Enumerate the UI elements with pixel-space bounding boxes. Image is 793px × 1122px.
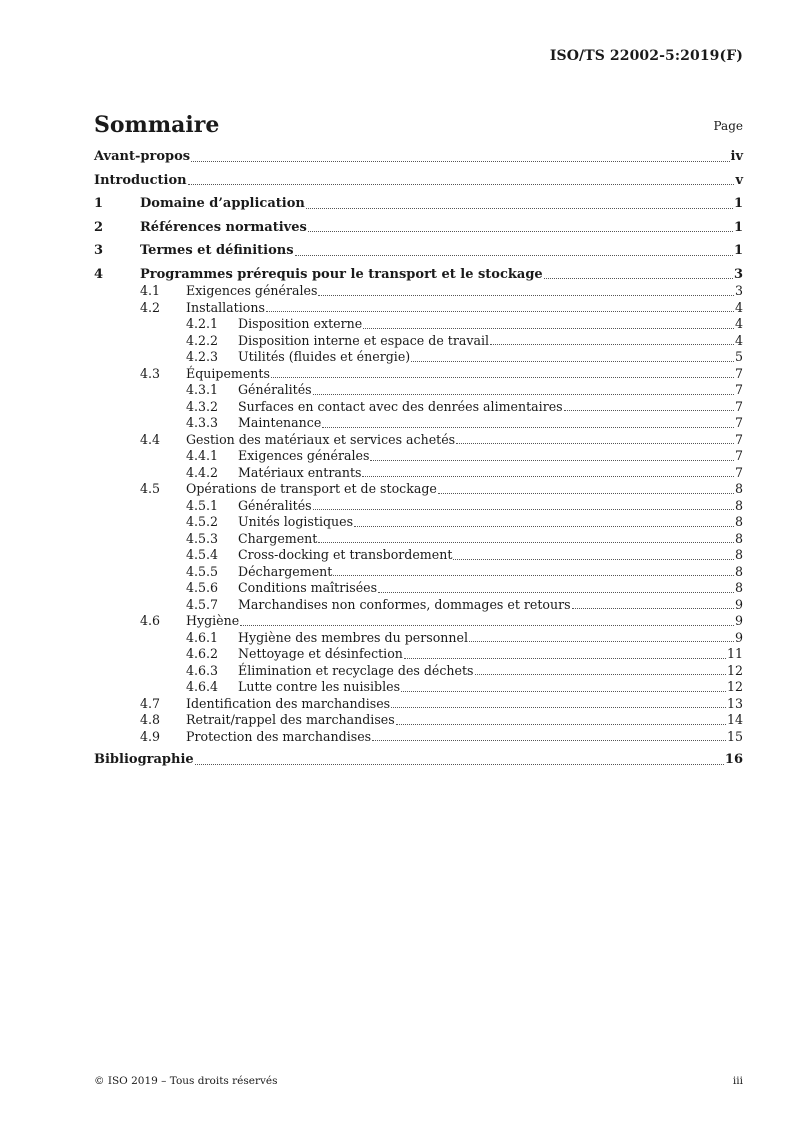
toc-entry-title: Généralités — [238, 497, 312, 513]
toc-entry-title: Termes et définitions — [140, 243, 294, 258]
toc-entry-number: 4.1 — [140, 283, 161, 298]
toc-entry-title: Installations — [186, 299, 265, 315]
toc-entry-number: 4.6.3 — [186, 662, 219, 678]
toc-entry-page: 8 — [734, 514, 743, 529]
dot-leader — [271, 377, 734, 378]
toc-entry-title: Exigences générales — [186, 283, 318, 298]
dot-leader — [313, 509, 734, 510]
toc-entry[interactable] — [94, 220, 743, 237]
toc-entry-number: 4.2.3 — [186, 349, 219, 364]
footer-page-number: iii — [732, 1075, 743, 1087]
toc-entry-title: Équipements — [186, 365, 270, 381]
toc-entry-page: 1 — [733, 196, 743, 211]
toc-entry[interactable] — [94, 448, 743, 465]
toc-entry-title: Utilités (fluides et énergie) — [238, 349, 411, 364]
toc-entry-number: 4.7 — [140, 695, 161, 711]
toc-entry-page: 5 — [734, 349, 743, 364]
toc-entry-page: 16 — [724, 752, 743, 767]
toc-entry-title: Disposition externe — [238, 316, 363, 331]
toc-entry[interactable] — [94, 630, 743, 647]
dot-leader — [195, 764, 724, 765]
toc-entry-title: Programmes prérequis pour le transport et le stockage — [140, 266, 543, 282]
toc-entry[interactable] — [94, 196, 743, 213]
toc-entry-title: Surfaces en contact avec des denrées alimentaires — [238, 398, 563, 414]
toc-entry-title: Maintenance — [238, 415, 322, 430]
toc-entry-page: 9 — [734, 629, 743, 645]
toc-title: Sommaire — [94, 112, 220, 138]
dot-leader — [188, 184, 735, 185]
toc-entry-number: 4.9 — [140, 728, 161, 744]
toc-entry-page: 7 — [734, 431, 743, 447]
toc-entry-page: 7 — [734, 415, 743, 430]
toc-entry-number: 4.6 — [140, 613, 161, 628]
toc-entry-title: Références normatives — [140, 219, 307, 235]
toc-entry-title: Introduction — [94, 172, 187, 188]
toc-entry-page: 7 — [734, 398, 743, 414]
toc-entry-number: 4.6.1 — [186, 629, 219, 645]
toc-entry-title: Chargement — [238, 530, 318, 546]
toc-entry[interactable] — [94, 316, 743, 333]
toc-entry-page: 11 — [726, 646, 743, 661]
toc-entry-page: iv — [730, 149, 743, 164]
toc-entry-page: 4 — [734, 332, 743, 348]
toc-entry-title: Généralités — [238, 382, 312, 397]
toc-entry-number: 4.4.1 — [186, 448, 219, 463]
toc-entry-page: 8 — [734, 497, 743, 513]
toc-entry-number: 4.5.7 — [186, 596, 219, 612]
dot-leader — [313, 394, 734, 395]
toc-entry-page: 15 — [726, 728, 743, 744]
toc-entry[interactable] — [94, 547, 743, 564]
toc-entry-number: 4.6.4 — [186, 679, 219, 694]
toc-entry-number: 4.4 — [140, 431, 161, 447]
toc-entry-title: Avant-propos — [94, 149, 191, 164]
toc-entry-number: 4.5.6 — [186, 580, 219, 595]
toc-entry-title: Conditions maîtrisées — [238, 580, 378, 595]
dot-leader — [191, 161, 729, 162]
toc-entry[interactable] — [94, 663, 743, 680]
toc-entry-number: 4.3.2 — [186, 398, 219, 414]
dot-leader — [411, 361, 734, 362]
toc-entry-title: Exigences générales — [238, 448, 370, 463]
toc-entry[interactable] — [94, 514, 743, 531]
dot-leader — [372, 740, 726, 741]
toc-entry[interactable] — [94, 173, 743, 190]
dot-leader — [362, 476, 734, 477]
dot-leader — [308, 231, 733, 232]
toc-entry-number: 1 — [94, 196, 104, 211]
dot-leader — [544, 278, 733, 279]
toc-entry[interactable] — [94, 696, 743, 713]
toc-entry-page: 3 — [734, 283, 743, 298]
toc-entry-title: Protection des marchandises — [186, 728, 372, 744]
toc-entry-title: Identification des marchandises — [186, 695, 391, 711]
dot-leader — [490, 344, 734, 345]
dot-leader — [266, 311, 734, 312]
toc-entry-number: 3 — [94, 243, 104, 258]
toc-entry-title: Déchargement — [238, 563, 333, 579]
dot-leader — [401, 691, 726, 692]
toc-entry-title: Matériaux entrants — [238, 464, 362, 480]
toc-entry[interactable] — [94, 465, 743, 482]
toc-entry-title: Lutte contre les nuisibles — [238, 679, 401, 694]
toc-entry-title: Bibliographie — [94, 752, 194, 767]
toc-entry-number: 4.5.2 — [186, 514, 219, 529]
toc-entry[interactable] — [94, 267, 743, 284]
dot-leader — [438, 493, 734, 494]
toc-entry-page: 13 — [726, 695, 743, 711]
toc-entry[interactable] — [94, 333, 743, 350]
toc-entry-number: 4.2 — [140, 299, 161, 315]
toc-entry-page: 7 — [734, 365, 743, 381]
toc-entry[interactable] — [94, 366, 743, 383]
toc-entry-page: 8 — [734, 481, 743, 496]
toc-entry-page: v — [735, 172, 743, 188]
toc-entry[interactable] — [94, 679, 743, 696]
toc-entry-number: 4.5.3 — [186, 530, 219, 546]
toc-entry[interactable] — [94, 481, 743, 498]
dot-leader — [370, 460, 734, 461]
toc-entry[interactable] — [94, 300, 743, 317]
toc-entry[interactable] — [94, 564, 743, 581]
toc-entry[interactable] — [94, 415, 743, 432]
dot-leader — [453, 559, 734, 560]
dot-leader — [306, 208, 733, 209]
toc-entry-title: Unités logistiques — [238, 514, 354, 529]
toc-entry-number: 4.8 — [140, 712, 161, 727]
toc-entry-page: 1 — [733, 219, 743, 235]
toc-entry-page: 3 — [733, 266, 743, 282]
dot-leader — [295, 255, 733, 256]
toc-entry-title: Élimination et recyclage des déchets — [238, 662, 474, 678]
toc-entry[interactable] — [94, 283, 743, 300]
toc-entry-title: Hygiène des membres du personnel — [238, 629, 468, 645]
toc-entry-number: 4.2.2 — [186, 332, 219, 348]
toc-entry[interactable] — [94, 399, 743, 416]
dot-leader — [572, 608, 734, 609]
toc-entry[interactable] — [94, 432, 743, 449]
toc-entry-page: 7 — [734, 382, 743, 397]
toc-entry-number: 4.4.2 — [186, 464, 219, 480]
toc-entry-number: 2 — [94, 219, 104, 235]
toc-entry[interactable] — [94, 149, 743, 166]
dot-leader — [318, 295, 734, 296]
toc-entry-title: Cross-docking et transbordement — [238, 547, 453, 562]
footer-copyright: © ISO 2019 – Tous droits réservés — [94, 1075, 278, 1087]
toc-entry-page: 4 — [734, 316, 743, 331]
toc-entry-title: Opérations de transport et de stockage — [186, 481, 437, 496]
toc-entry-page: 12 — [726, 662, 743, 678]
toc-entry[interactable] — [94, 729, 743, 746]
dot-leader — [363, 328, 734, 329]
dot-leader — [396, 724, 726, 725]
toc-entry-title: Retrait/rappel des marchandises — [186, 712, 395, 727]
toc-entry-page: 7 — [734, 448, 743, 463]
toc-entry-number: 4.5.1 — [186, 497, 219, 513]
toc-entry[interactable] — [94, 712, 743, 729]
toc-entry-page: 9 — [734, 596, 743, 612]
dot-leader — [354, 526, 734, 527]
toc-entry-page: 9 — [734, 613, 743, 628]
toc-entry[interactable] — [94, 597, 743, 614]
toc-entry-title: Gestion des matériaux et services achetés — [186, 431, 456, 447]
toc-entry-page: 8 — [734, 530, 743, 546]
toc-entry-page: 8 — [734, 547, 743, 562]
dot-leader — [333, 575, 734, 576]
document-id: ISO/TS 22002-5:2019(F) — [549, 48, 743, 64]
table-of-contents — [94, 149, 743, 769]
dot-leader — [318, 542, 734, 543]
toc-entry-page: 8 — [734, 580, 743, 595]
toc-entry-number: 4.3 — [140, 365, 161, 381]
dot-leader — [469, 641, 734, 642]
dot-leader — [391, 707, 726, 708]
dot-leader — [475, 674, 726, 675]
toc-entry-page: 14 — [726, 712, 743, 727]
toc-entry-number: 4.2.1 — [186, 316, 219, 331]
toc-entry-number: 4.5.5 — [186, 563, 219, 579]
toc-entry-number: 4.5 — [140, 481, 161, 496]
toc-entry[interactable] — [94, 243, 743, 260]
toc-entry-title: Hygiène — [186, 613, 240, 628]
toc-entry-number: 4 — [94, 266, 104, 282]
toc-entry[interactable] — [94, 498, 743, 515]
toc-entry-page: 4 — [734, 299, 743, 315]
toc-entry-number: 4.6.2 — [186, 646, 219, 661]
toc-entry[interactable] — [94, 646, 743, 663]
toc-entry[interactable] — [94, 613, 743, 630]
dot-leader — [322, 427, 734, 428]
toc-entry[interactable] — [94, 349, 743, 366]
toc-entry-title: Domaine d’application — [140, 196, 305, 211]
toc-entry-title: Marchandises non conformes, dommages et retours — [238, 596, 571, 612]
toc-entry-number: 4.5.4 — [186, 547, 219, 562]
toc-entry-page: 1 — [733, 243, 743, 258]
toc-entry-title: Nettoyage et désinfection — [238, 646, 403, 661]
dot-leader — [564, 410, 734, 411]
dot-leader — [378, 592, 734, 593]
toc-entry[interactable] — [94, 580, 743, 597]
toc-entry-page: 12 — [726, 679, 743, 694]
dot-leader — [240, 625, 734, 626]
toc-entry-number: 4.3.3 — [186, 415, 219, 430]
toc-entry[interactable] — [94, 752, 743, 769]
toc-entry[interactable] — [94, 382, 743, 399]
page-column-label: Page — [713, 119, 743, 133]
toc-entry-page: 8 — [734, 563, 743, 579]
dot-leader — [456, 443, 734, 444]
dot-leader — [404, 658, 726, 659]
toc-entry-number: 4.3.1 — [186, 382, 219, 397]
toc-entry[interactable] — [94, 531, 743, 548]
toc-entry-title: Disposition interne et espace de travail — [238, 332, 490, 348]
toc-entry-page: 7 — [734, 464, 743, 480]
